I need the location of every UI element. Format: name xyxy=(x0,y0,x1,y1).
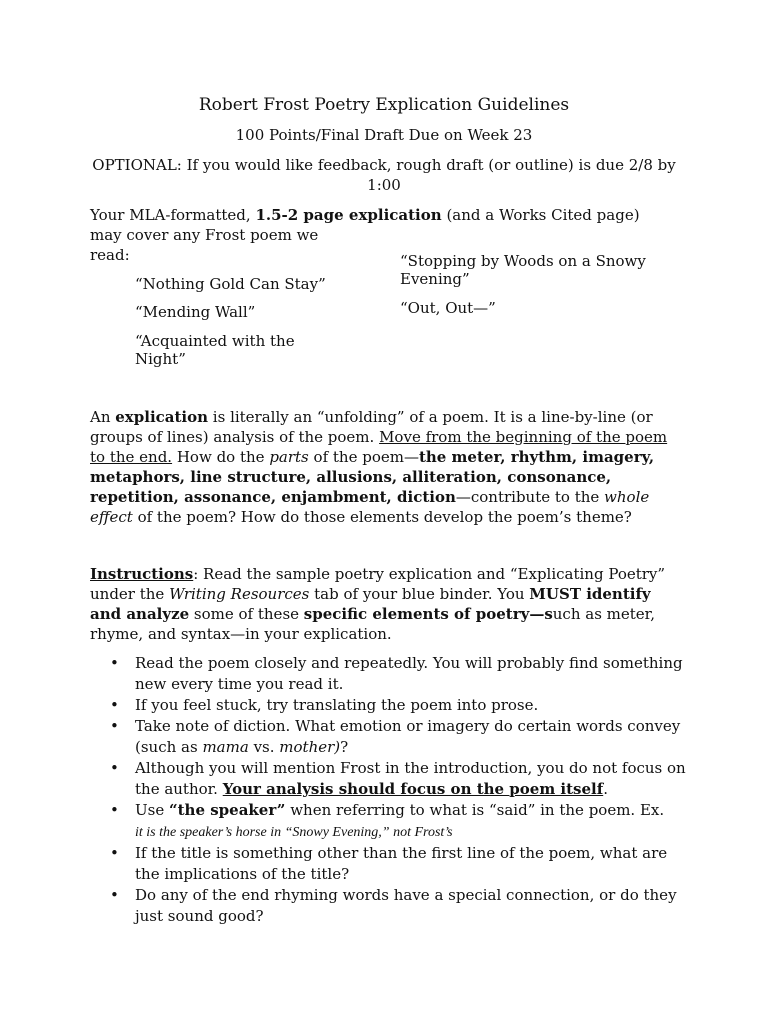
bullet-icon: • xyxy=(110,886,119,904)
page-title: Robert Frost Poetry Explication Guidelines xyxy=(198,95,570,115)
poem-stopping-by-woods: “Stopping by Woods on a Snowy Evening” xyxy=(400,252,646,288)
bullet-icon: • xyxy=(110,717,119,735)
bullet-icon: • xyxy=(110,844,119,862)
due-date-subtitle: 100 Points/Final Draft Due on Week 23 xyxy=(235,126,533,144)
bullet-icon: • xyxy=(110,801,119,819)
list-item: • Use “the speaker” when referring to what is “said” in the poem. Ex. it is the speaker’s horse in “Snowy Evening,” not Frost’s xyxy=(110,801,665,840)
speaker-example: it is the speaker’s horse in “Snowy Evening,” not Frost’s xyxy=(135,825,453,840)
bullet-icon: • xyxy=(110,654,119,672)
instructions-label: Instructions xyxy=(90,565,194,583)
optional-note: OPTIONAL: If you would like feedback, rough draft (or outline) is due 2/8 by 1:00 xyxy=(92,156,676,194)
list-item: • If you feel stuck, try translating the poem into prose. xyxy=(110,696,539,714)
poem-mending-wall: “Mending Wall” xyxy=(135,303,256,321)
instructions-paragraph: Instructions: Read the sample poetry explication and “Explicating Poetry” under the Writing Resources tab of your blue binder. You MUST identify and analyze some of these specific elements of poetry—such as meter, rhyme, and syntax—in your explication. xyxy=(90,565,666,643)
list-item: • If the title is something other than the first line of the poem, what are the implications of the title? xyxy=(110,844,668,883)
list-item: • Do any of the end rhyming words have a special connection, or do they just sound good? xyxy=(110,886,677,925)
tips-list xyxy=(90,653,690,927)
list-item: • Take note of diction. What emotion or imagery do certain words convey (such as mama vs. mother)? xyxy=(110,717,681,756)
bullet-icon: • xyxy=(110,759,119,777)
poem-nothing-gold: “Nothing Gold Can Stay” xyxy=(135,275,326,293)
list-item: • Read the poem closely and repeatedly. You will probably find something new every time you read it. xyxy=(110,654,683,693)
page-length-emphasis: 1.5-2 page explication xyxy=(255,206,442,224)
bullet-icon: • xyxy=(110,696,119,714)
poem-out-out: “Out, Out—” xyxy=(400,299,496,317)
list-item: • Although you will mention Frost in the introduction, you do not focus on the author. Your analysis should focus on the poem itself. xyxy=(110,759,686,798)
poem-acquainted-night: “Acquainted with the Night” xyxy=(135,332,295,368)
intro-paragraph: Your MLA-formatted, 1.5-2 page explication (and a Works Cited page) may cover any Frost poem we read: xyxy=(90,206,640,264)
explication-paragraph: An explication is literally an “unfolding” of a poem. It is a line-by-line (or groups of lines) analysis of the poem. Move from the beginning of the poem to the end. How do the parts of the poem—the meter, rhythm, imagery, metaphors, line structure, allusions, alliteration, consonance, repetition, assonance, enjambment, diction—contribute to the whole effect of the poem? How do those elements develop the poem’s theme? xyxy=(90,408,668,526)
